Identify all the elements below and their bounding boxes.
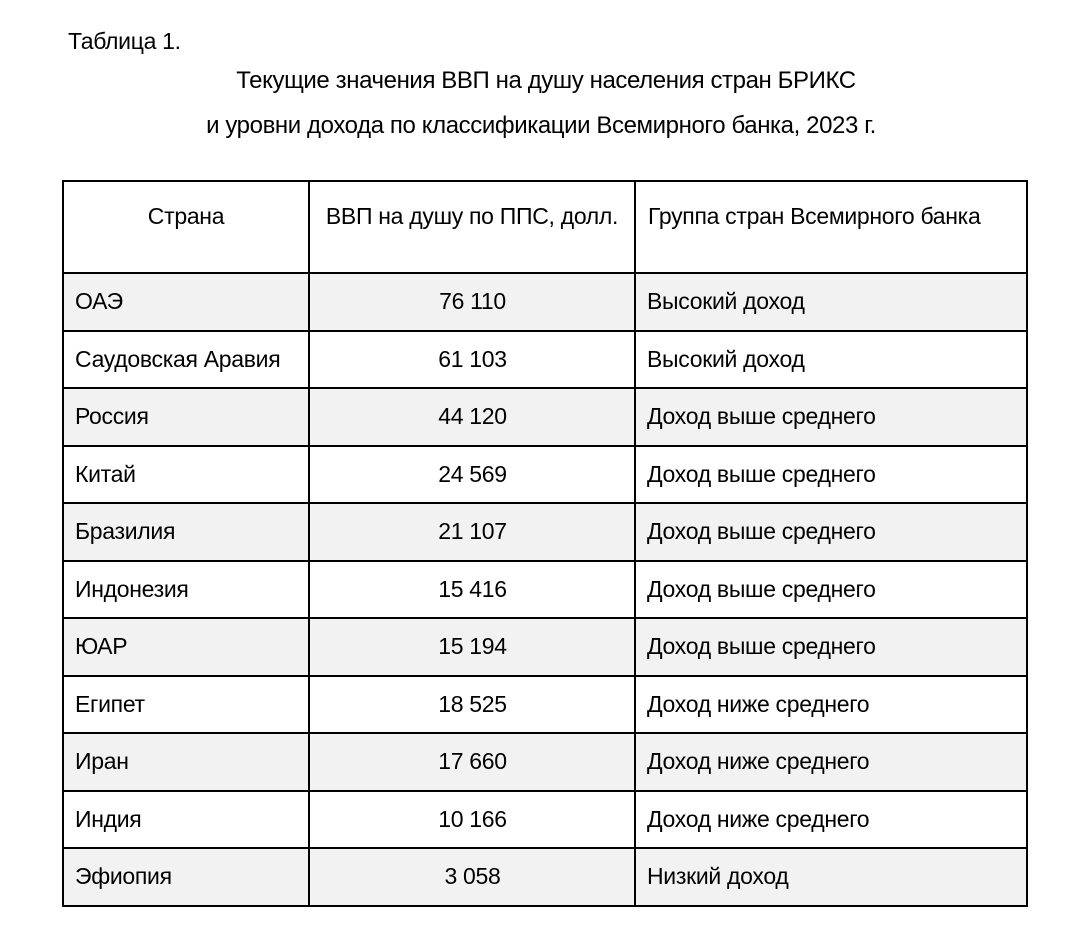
table-row [63,791,1027,849]
country-cell: ОАЭ [63,273,309,331]
table-title-line-2: и уровни дохода по классификации Всемирного банка, 2023 г. [206,112,876,139]
table-caption-label: Таблица 1. [68,28,181,54]
income-group-cell: Доход выше среднего [635,618,1027,676]
country-cell: Индонезия [63,561,309,619]
country-cell: Саудовская Аравия [63,331,309,389]
income-group-cell: Доход ниже среднего [635,676,1027,734]
gdp-cell: 10 166 [309,791,635,849]
table-row [63,446,1027,504]
income-group-cell: Доход ниже среднего [635,791,1027,849]
table-row [63,733,1027,791]
table-row [63,848,1027,906]
gdp-cell: 3 058 [309,848,635,906]
table-row [63,561,1027,619]
country-cell: Эфиопия [63,848,309,906]
country-cell: Китай [63,446,309,504]
gdp-cell: 76 110 [309,273,635,331]
country-cell: Иран [63,733,309,791]
table-title-line-1: Текущие значения ВВП на душу населения стран БРИКС [236,67,856,94]
country-cell: Бразилия [63,503,309,561]
table-header-row [63,181,1027,273]
income-group-cell: Доход ниже среднего [635,733,1027,791]
country-cell: ЮАР [63,618,309,676]
gdp-cell: 44 120 [309,388,635,446]
country-cell: Египет [63,676,309,734]
income-group-cell: Доход выше среднего [635,503,1027,561]
table-row [63,273,1027,331]
income-group-cell: Доход выше среднего [635,561,1027,619]
table-row [63,331,1027,389]
country-cell: Индия [63,791,309,849]
table-row [63,503,1027,561]
gdp-cell: 18 525 [309,676,635,734]
gdp-cell: 24 569 [309,446,635,504]
gdp-cell: 17 660 [309,733,635,791]
header-group: Группа стран Всемирного банка [635,181,1027,273]
header-gdp: ВВП на душу по ППС, долл. [309,181,635,273]
gdp-cell: 61 103 [309,331,635,389]
income-group-cell: Высокий доход [635,331,1027,389]
gdp-cell: 15 416 [309,561,635,619]
table-body [63,273,1027,906]
table-row [63,618,1027,676]
header-country: Страна [63,181,309,273]
table-row [63,676,1027,734]
income-group-cell: Доход выше среднего [635,388,1027,446]
country-cell: Россия [63,388,309,446]
gdp-cell: 15 194 [309,618,635,676]
income-group-cell: Доход выше среднего [635,446,1027,504]
table-row [63,388,1027,446]
gdp-table [62,180,1028,907]
gdp-cell: 21 107 [309,503,635,561]
income-group-cell: Высокий доход [635,273,1027,331]
income-group-cell: Низкий доход [635,848,1027,906]
